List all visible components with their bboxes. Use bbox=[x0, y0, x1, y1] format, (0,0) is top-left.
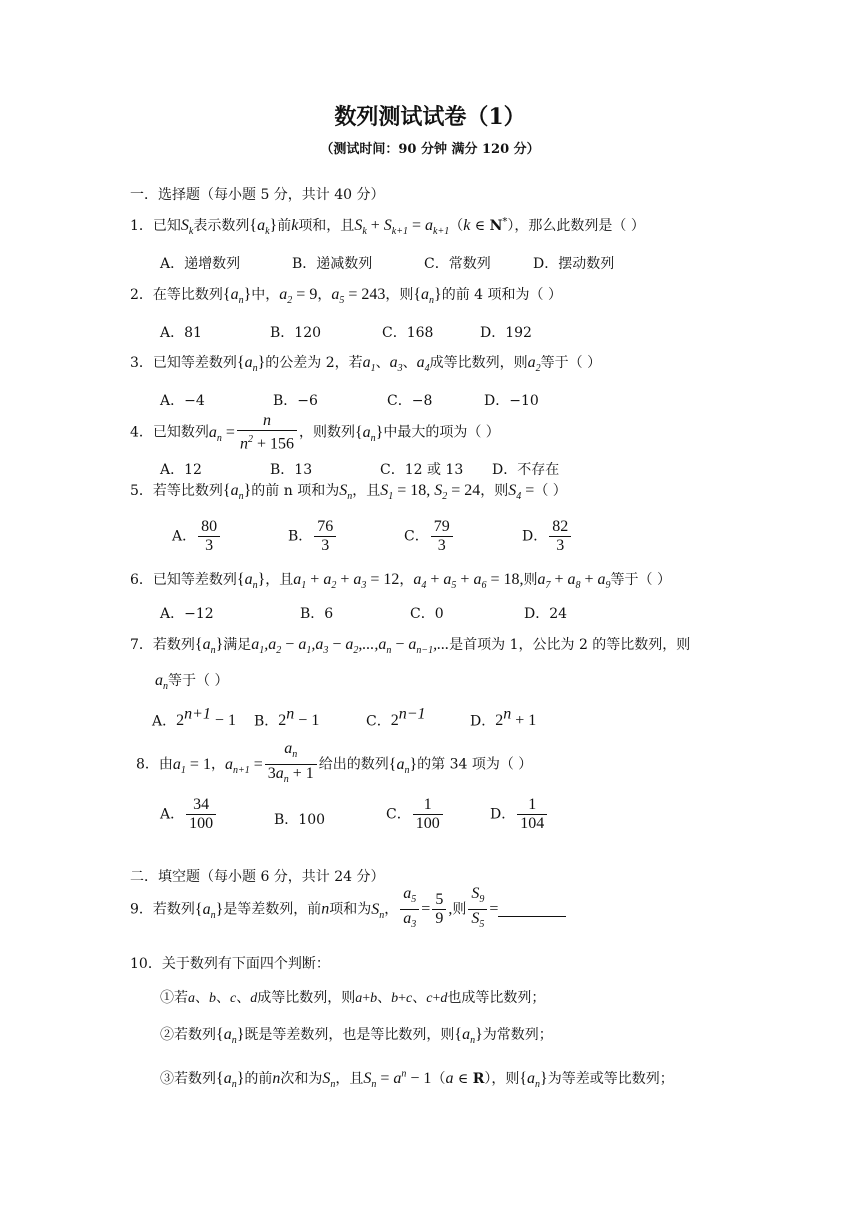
math-expr: a、b、c、d bbox=[188, 991, 258, 1006]
option-label: C． bbox=[404, 528, 429, 545]
q2-option-b[interactable]: B．120 bbox=[270, 325, 322, 341]
q7-option-c[interactable] bbox=[366, 706, 426, 730]
q3-option-b[interactable]: B．−6 bbox=[273, 393, 318, 409]
option-label: D． bbox=[522, 528, 548, 545]
q6-text: 已知等差数列 bbox=[152, 572, 237, 588]
fraction: $\frac{79}{3}$ bbox=[431, 518, 453, 555]
q10-text: 次和为 bbox=[280, 1071, 323, 1087]
math-expr: $a_7 + a_8 + a_9$ bbox=[537, 571, 611, 592]
q7-option-a[interactable] bbox=[152, 706, 236, 730]
math-expr: $\{a_n\}$ bbox=[454, 1026, 483, 1047]
math-expr: $a_4$ bbox=[416, 354, 430, 375]
option-label: A． bbox=[152, 713, 177, 730]
option-label: A． bbox=[172, 528, 197, 545]
math-expr: $a_{n+1}$ = bbox=[224, 755, 263, 776]
q1-text: 前 bbox=[277, 218, 292, 234]
q1-option-d[interactable]: D．摆动数列 bbox=[533, 256, 615, 272]
question-number: 8． bbox=[136, 756, 159, 773]
question-number: 6． bbox=[130, 572, 153, 588]
math-expr: $a_1 + a_2 + a_3 = 12$ bbox=[293, 571, 400, 592]
math-expr: $2^n + 1$ bbox=[495, 706, 537, 730]
q10-text: ，则 bbox=[491, 1071, 520, 1087]
math-expr: $S_n$ bbox=[322, 1070, 336, 1091]
question-2 bbox=[130, 284, 562, 306]
q1-text: 项和，且 bbox=[298, 218, 355, 234]
q9-text: 是等差数列，前 bbox=[223, 901, 322, 918]
q6-text: ，且 bbox=[265, 572, 294, 588]
math-expr: = bbox=[421, 900, 431, 918]
q10-text: ，且 bbox=[335, 1071, 364, 1087]
math-expr: $\{a_n\}$ bbox=[222, 482, 252, 503]
q8-option-b[interactable]: B．100 bbox=[274, 812, 326, 828]
q9-text: 则 bbox=[452, 901, 467, 918]
math-expr: $S_n = a^n - 1$ bbox=[363, 1068, 432, 1091]
q4-text: 已知数列 bbox=[152, 424, 209, 441]
q8-text: 的第 34 项为（ ） bbox=[417, 756, 533, 773]
q2-text: 中， bbox=[251, 287, 280, 303]
q5-text: 若等比数列 bbox=[152, 483, 223, 499]
question-number: 10． bbox=[130, 956, 162, 972]
q1-text: ，那么此数列是（ ） bbox=[514, 218, 645, 234]
math-expr: $2^{n-1}$ bbox=[390, 706, 426, 730]
q8-option-a[interactable] bbox=[160, 796, 218, 833]
fraction: $\frac{S_9}{S_5}$ bbox=[468, 885, 487, 934]
math-expr: a+b、b+c、c+d bbox=[355, 991, 448, 1006]
q3-text: 成等比数列，则 bbox=[429, 355, 528, 371]
q8-text: 给出的数列 bbox=[318, 756, 389, 773]
q3-text: 等于（ ） bbox=[540, 355, 602, 371]
question-10 bbox=[130, 953, 330, 973]
q4-option-c[interactable]: C．12 或 13 bbox=[380, 462, 464, 478]
q10-text: 关于数列有下面四个判断： bbox=[161, 956, 330, 972]
q7-option-b[interactable] bbox=[254, 706, 319, 730]
option-label: B． bbox=[254, 713, 279, 730]
math-expr: = bbox=[489, 900, 499, 918]
math-expr: $a_1$ bbox=[362, 354, 376, 375]
answer-blank[interactable] bbox=[498, 916, 566, 917]
q6-text: 等于（ ） bbox=[610, 572, 671, 588]
q4-text: 中最大的项为（ ） bbox=[383, 424, 500, 441]
q5-option-b[interactable] bbox=[288, 518, 338, 555]
fraction: $\frac{a_n}{3a_n + 1}$ bbox=[265, 740, 317, 789]
q10-text: 也成等比数列； bbox=[447, 990, 546, 1006]
fraction: $\frac{n}{n^2 + 156}$ bbox=[237, 412, 297, 453]
q3-option-d[interactable]: D．−10 bbox=[484, 393, 539, 409]
q1-option-a[interactable]: A．递增数列 bbox=[160, 256, 241, 272]
fraction: $\frac{1}{104}$ bbox=[517, 796, 547, 833]
q5-text: （ ） bbox=[534, 483, 567, 499]
q8-option-d[interactable] bbox=[490, 796, 549, 833]
q1-option-c[interactable]: C．常数列 bbox=[424, 256, 491, 272]
math-expr: $\{a_n\}$ bbox=[519, 1070, 548, 1091]
question-3 bbox=[130, 352, 601, 374]
question-number: 7． bbox=[130, 637, 153, 653]
q1-text: 已知 bbox=[152, 218, 181, 234]
q2-text: ， bbox=[317, 287, 332, 303]
q10-text: ②若数列 bbox=[160, 1027, 216, 1043]
math-expr: $a_n$ bbox=[155, 672, 168, 693]
math-expr: $\{a_n\}$ bbox=[388, 755, 418, 776]
q6-option-b[interactable]: B．6 bbox=[300, 606, 334, 622]
math-expr: $S_k$ bbox=[180, 217, 194, 238]
fraction: $\frac{80}{3}$ bbox=[198, 518, 220, 555]
section-choice-heading: 一．选择题（每小题 5 分，共计 40 分） bbox=[130, 187, 385, 203]
q2-text: ，则 bbox=[385, 287, 414, 303]
question-number: 4． bbox=[130, 424, 153, 441]
math-expr: n bbox=[321, 900, 330, 918]
q4-option-b[interactable]: B．13 bbox=[270, 462, 313, 478]
q2-option-a[interactable]: A．81 bbox=[160, 325, 202, 341]
math-expr: $a_1,a_2 - a_1,a_3 - a_2,...,a_n - a_{n-1}$,... bbox=[251, 636, 450, 657]
q7-text: 等于（ ） bbox=[168, 673, 229, 689]
math-expr: $S_4$ = bbox=[508, 482, 535, 503]
q10-statement-2 bbox=[160, 1024, 553, 1046]
fraction: $\frac{76}{3}$ bbox=[314, 518, 336, 555]
option-label: B． bbox=[288, 528, 313, 545]
q3-option-a[interactable]: A．−4 bbox=[160, 393, 205, 409]
question-number: 5． bbox=[130, 483, 153, 499]
q10-text: 既是等差数列，也是等比数列，则 bbox=[244, 1027, 455, 1043]
q3-text: 的公差为 2，若 bbox=[265, 355, 363, 371]
q1-option-b[interactable]: B．递减数列 bbox=[292, 256, 373, 272]
exam-subtitle: （测试时间：90 分钟 满分 120 分） bbox=[320, 142, 540, 157]
math-expr: $\{a_n\}$ bbox=[194, 900, 224, 921]
math-expr: $\{a_k\}$ bbox=[249, 217, 278, 238]
option-label: C． bbox=[386, 806, 411, 823]
q3-text: 、 bbox=[402, 355, 417, 371]
q7-text: 满足 bbox=[223, 637, 252, 653]
fraction: $\frac{a_5}{a_3}$ bbox=[400, 885, 419, 934]
exam-title: 数列测试试卷（1） bbox=[334, 104, 526, 130]
option-label: D． bbox=[470, 713, 496, 730]
q8-text: ， bbox=[210, 756, 225, 773]
q10-text: 的前 bbox=[244, 1071, 273, 1087]
q10-text: 成等比数列，则 bbox=[257, 990, 356, 1006]
q7-option-d[interactable] bbox=[470, 706, 536, 730]
question-7-cont bbox=[155, 670, 228, 692]
math-expr: , bbox=[448, 900, 453, 918]
math-expr: $S_1 = 18$, $S_2 = 24$ bbox=[380, 482, 481, 503]
math-expr: k bbox=[291, 217, 299, 234]
q3-text: 、 bbox=[375, 355, 390, 371]
math-expr: $a_n$ = bbox=[208, 423, 235, 444]
math-expr: $\{a_n\}$ bbox=[222, 286, 252, 307]
q5-text: ，且 bbox=[352, 483, 381, 499]
math-expr: $2^n - 1$ bbox=[278, 706, 320, 730]
math-expr: $a_1 = 1$ bbox=[172, 755, 211, 776]
math-expr: $S_n$ bbox=[339, 482, 353, 503]
math-expr: （a ∈ R） bbox=[431, 1070, 492, 1087]
q6-option-c[interactable]: C．0 bbox=[410, 606, 444, 622]
q10-text: 为等差或等比数列； bbox=[547, 1071, 674, 1087]
q6-option-a[interactable]: A．−12 bbox=[160, 606, 214, 622]
question-6 bbox=[130, 569, 671, 591]
q5-option-c[interactable] bbox=[404, 518, 455, 555]
q2-text: 在等比数列 bbox=[152, 287, 223, 303]
fraction: $\frac{82}{3}$ bbox=[549, 518, 571, 555]
q5-option-d[interactable] bbox=[522, 518, 573, 555]
math-expr: $S_k + S_{k+1} = a_{k+1}$ bbox=[354, 217, 450, 238]
q6-option-d[interactable]: D．24 bbox=[524, 606, 568, 622]
q4-text: ，则数列 bbox=[298, 424, 355, 441]
math-expr: $a_2 = 9$ bbox=[279, 286, 318, 307]
fraction: $\frac{34}{100}$ bbox=[186, 796, 216, 833]
question-9 bbox=[130, 885, 566, 934]
option-label: C． bbox=[366, 713, 391, 730]
q9-text: 若数列 bbox=[152, 901, 195, 918]
q6-text: 则 bbox=[523, 572, 538, 588]
math-expr: $2^{n+1} - 1$ bbox=[176, 706, 236, 730]
fraction: $\frac{5}{9}$ bbox=[432, 891, 446, 928]
question-number: 2． bbox=[130, 287, 153, 303]
q5-text: 的前 n 项和为 bbox=[251, 483, 340, 499]
section-fill-heading: 二．填空题（每小题 6 分，共计 24 分） bbox=[130, 869, 385, 885]
question-4 bbox=[130, 412, 500, 453]
math-expr: $a_5 = 243$ bbox=[331, 286, 386, 307]
q2-option-c[interactable]: C．168 bbox=[382, 325, 434, 341]
q3-option-c[interactable]: C．−8 bbox=[387, 393, 433, 409]
math-expr: n bbox=[272, 1070, 281, 1087]
q5-option-a[interactable] bbox=[172, 518, 222, 555]
math-expr: $a_3$ bbox=[389, 354, 403, 375]
q8-option-c[interactable] bbox=[386, 796, 445, 833]
math-expr: $a_4 + a_5 + a_6 = 18$, bbox=[413, 571, 524, 592]
math-expr: $\{a_n\}$ bbox=[216, 1070, 245, 1091]
math-expr: $\{a_n\}$ bbox=[216, 1026, 245, 1047]
q4-option-d[interactable]: D．不存在 bbox=[492, 462, 560, 478]
math-expr: （k ∈ N*） bbox=[449, 216, 515, 234]
math-expr: $a_2$ bbox=[527, 354, 541, 375]
q10-statement-3 bbox=[160, 1068, 674, 1090]
math-expr: $\{a_n\}$ bbox=[194, 636, 224, 657]
math-expr: $\{a_n\}$ bbox=[236, 571, 266, 592]
q2-text: 的前 4 项和为（ ） bbox=[441, 287, 562, 303]
question-number: 1． bbox=[130, 218, 153, 234]
q3-text: 已知等差数列 bbox=[152, 355, 237, 371]
question-1 bbox=[130, 215, 645, 237]
question-number: 3． bbox=[130, 355, 153, 371]
fraction: $\frac{1}{100}$ bbox=[413, 796, 443, 833]
math-expr: $\{a_n\}$ bbox=[236, 354, 266, 375]
q7-text: 若数列 bbox=[152, 637, 195, 653]
q10-text: ①若 bbox=[160, 990, 188, 1006]
q7-text: 是首项为 1，公比为 2 的等比数列，则 bbox=[449, 637, 691, 653]
q4-option-a[interactable]: A．12 bbox=[160, 462, 202, 478]
math-expr: $\{a_n\}$ bbox=[354, 423, 384, 444]
question-number: 9． bbox=[130, 901, 153, 918]
option-label: D． bbox=[490, 806, 516, 823]
question-8 bbox=[136, 740, 532, 789]
option-label: A． bbox=[160, 806, 185, 823]
math-expr: $\{a_n\}$ bbox=[413, 286, 442, 307]
q1-text: 表示数列 bbox=[193, 218, 250, 234]
q9-text: 项和为 bbox=[329, 901, 372, 918]
math-expr: $S_n$ bbox=[371, 900, 385, 921]
q10-text: 为常数列； bbox=[482, 1027, 553, 1043]
q2-option-d[interactable]: D．192 bbox=[480, 325, 532, 341]
q8-text: 由 bbox=[158, 756, 173, 773]
q9-text: ， bbox=[384, 901, 399, 918]
q5-text: ，则 bbox=[480, 483, 509, 499]
question-5 bbox=[130, 480, 567, 502]
q10-statement-1 bbox=[160, 987, 545, 1007]
q6-text: ， bbox=[399, 572, 414, 588]
q10-text: ③若数列 bbox=[160, 1071, 216, 1087]
question-7 bbox=[130, 634, 690, 656]
